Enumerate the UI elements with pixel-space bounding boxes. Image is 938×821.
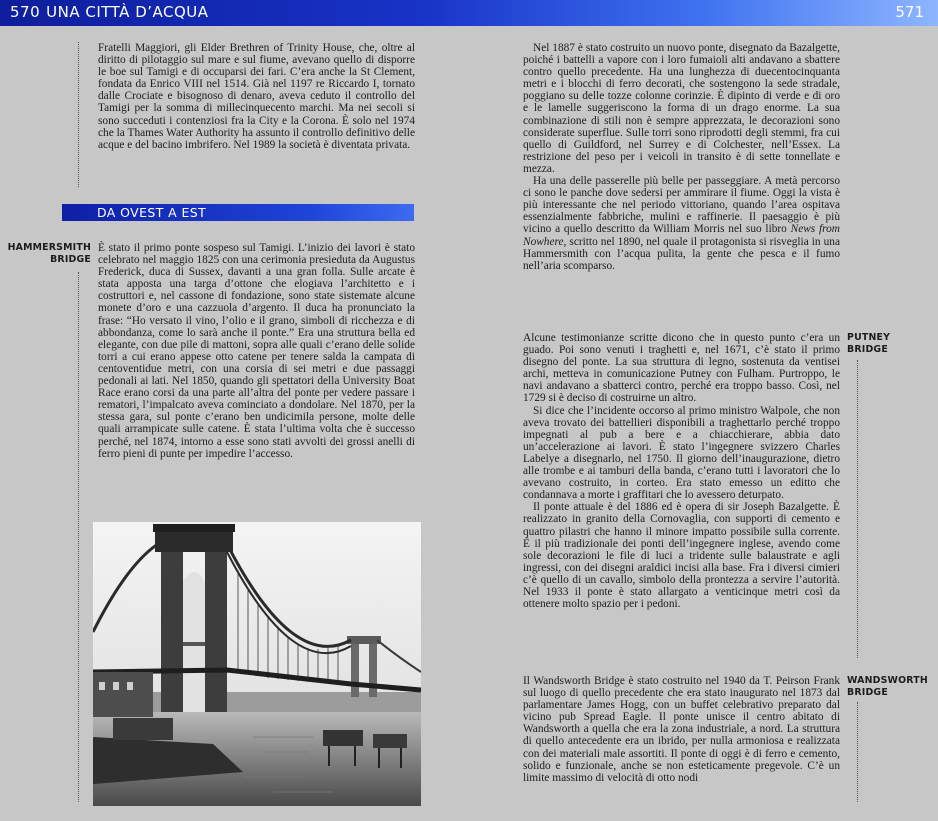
section-heading-bar xyxy=(62,204,414,221)
putney-paragraph-1: Alcune testimonianze scritte dicono che in questo punto c’era un guado. Poi sono venuti i traghetti e, nel 1671, c’è stato il primo disegno del ponte. La sua struttura di legno, sostenuta da ventisei archi, metteva in comunicazione Putney con Fulham. Purtroppo, le navi andavano a sbatterci contro, perché era troppo basso. Così, nel 1729 si è deciso di costruirne un altro. xyxy=(523,332,840,405)
putney-paragraph-3: Il ponte attuale è del 1886 ed è opera di sir Joseph Bazalgette. È realizzato in granito della Cornovaglia, con supporti di cemento e quattro pilastri che hanno il minore impatto possibile sulla corrente. È il più tradizionale dei ponti dell’ingegnere inglese, avendo come sole decorazioni le file di luci a tridente sulle balaustrate e agli ingressi, con dei disegni araldici incisi alla base. Fra i diversi cimieri c’è quello di un cavallo, simbolo della prontezza a servire l’autorità. Nel 1933 il ponte è stato allargato a venticinque metri così da ottenere molto spazio per i pedoni. xyxy=(523,501,840,611)
putney-label-line1: PUTNEY xyxy=(847,332,891,343)
putney-text xyxy=(523,332,840,610)
intro-paragraph: Fratelli Maggiori, gli Elder Brethren of Trinity House, che, oltre al diritto di pilotaggio sul mare e sul fiume, avevano quello di disporre le boe sul Tamigi e di occuparsi dei fari. C’era anche la St Clement, fondata da Enrico VIII nel 1514. Già nel 1197 re Riccardo I, tornato dalle Crociate e bisognoso di denaro, aveva ceduto il controllo del Tamigi per la somma di millecinquecento marchi. Ma nei secoli si sono succeduti i contenziosi fra la City e la Corona. È solo nel 1974 che la Thames Water Authority ha assunto il controllo definitivo delle acque e del bacino imbrifero. Nel 1989 la società è diventata privata. xyxy=(98,42,415,151)
walkway-text-a: Ha una delle passerelle più belle per passeggiare. A metà percorso ci sono le panche dove sedersi per ammirare il fiume. Oggi la vista è più interessante che nel periodo vittoriano, quando l’area ospitava essenzialmente fabbriche, mulini e raffinerie. Il paesaggio è più vicino a quello descritto da William Morris nel suo libro xyxy=(523,175,840,236)
left-page-number: 570 xyxy=(10,3,41,21)
right-margin-rule-wandsworth xyxy=(857,702,858,802)
putney-paragraph-2: Si dice che l’incidente occorso al primo ministro Walpole, che non aveva trovato dei battellieri disponibili a traghettarlo perché troppo impegnati al pub a bere e a chiacchierare, abbia dato un’accelerazione ai lavori. È stato l’ingegnere svizzero Charles Labelye a disegnarlo, nel 1750. Il giorno dell’inaugurazione, dietro alle trombe e ai tamburi della banda, c’erano tutti i lavoratori che lo avevano costruito, in corteo. Era stato emesso un editto che condannava a morte i graffitari che lo avessero deturpato. xyxy=(523,404,840,502)
hammersmith-paragraph: È stato il primo ponte sospeso sul Tamigi. L’inizio dei lavori è stato celebrato nel maggio 1825 con una cerimonia presieduta da Augustus Frederick, duca di Sussex, davanti a una gran folla. Sulle arcate è stata apposta una targa d’ottone che elogiava l’architetto e i costruttori e, nel cassone di fondazione, sono state sistemate alcune monete d’oro e una cazzuola d’argento. Il duca ha pronunciato la frase: “Ho versato il vino, l’olio e il grano, simboli di ricchezza e di abbondanza, come lo sarà anche il ponte.” Era una struttura bella ed elegante, con due pile di mattoni, sopra alle quali c’erano delle solide torri a cui erano appese otto catene per tenere salda la campata di centoventidue metri, con una corsia di sei metri e due passaggi pedonali ai lati. Nel 1850, quando gli spettatori della University Boat Race erano corsi da una parte all’altra del ponte per vedere passare i rematori, l’impalcato aveva cominciato a dondolare. Nel 1870, per la stessa gara, sul ponte c’erano ben undicimila persone, molte delle quali arrampicate sulle catene. È stata l’ultima volta che è successo perché, nel 1874, intorno a esse sono stati avvolti dei grossi anelli di ferro pieni di punte per impedire l’accesso. xyxy=(98,242,415,460)
wandsworth-bridge-label xyxy=(847,675,928,699)
bridge-engraving-image xyxy=(93,522,421,806)
section-heading: DA OVEST A EST xyxy=(97,205,207,220)
new-bridge-paragraph: Nel 1887 è stato costruito un nuovo ponte, disegnato da Bazalgette, poiché i battelli a vapore con i loro fumaioli alti andavano a sbattere contro quello precedente. Ha una lunghezza di duecentocinquanta metri e i blocchi di ferro decorati, che sostengono la sede stradale, poggiano su delle tozze colonne corinzie. È dipinto di verde e di oro e le lamelle suggeriscono la forma di un drago enorme. La sua combinazione di stili non è sempre apprezzata, le decorazioni sono considerate superflue. Sulle torri sono riprodotti degli stemmi, fra cui quello di Guildford, nel Surrey e di Colchester, nell’Essex. La restrizione del peso per i veicoli in transito è di sette tonnellate e mezza. xyxy=(523,42,840,175)
walkway-paragraph xyxy=(523,175,840,272)
wandsworth-label-line2: BRIDGE xyxy=(847,687,888,698)
hammersmith-label-line2: BRIDGE xyxy=(50,254,91,265)
right-margin-rule-putney xyxy=(857,360,858,658)
left-running-head xyxy=(10,3,209,21)
running-header xyxy=(0,0,938,26)
hammersmith-text xyxy=(98,242,415,460)
chapter-title: UNA CITTÀ D’ACQUA xyxy=(46,3,209,21)
hammersmith-bridge-engraving xyxy=(93,522,421,806)
wandsworth-paragraph: Il Wandsworth Bridge è stato costruito nel 1940 da T. Peirson Frank sul luogo di quello precedente che era stato inaugurato nel 1873 dal parlamentare James Hogg, con un buffet celebrativo preparato dal vicino pub Spread Eagle. Il ponte unisce il centro abitato di Wandsworth a quella che era la zona industriale, a nord. La struttura di quello antecedente era un ibrido, per nulla armoniosa e realizzata con dei materiali male assortiti. Il ponte di oggi è di ferro e cemento, solido e funzionale, anche se non esteticamente pregevole. C’è un limite massimo di velocità di otto nodi xyxy=(523,675,840,784)
left-margin-rule-top xyxy=(78,42,79,187)
right-page-number: 571 xyxy=(895,3,924,21)
right-column-top-text xyxy=(523,42,840,272)
wandsworth-text xyxy=(523,675,840,784)
walkway-text-b: , scritto nel 1890, nel quale il protagonista si risveglia in una Hammersmith con l’acqua pulita, la gente che pesca e il fumo nell’aria scomparso. xyxy=(523,235,840,272)
hammersmith-label-line1: HAMMERSMITH xyxy=(7,242,91,253)
putney-bridge-label xyxy=(847,332,890,356)
wandsworth-label-line1: WANDSWORTH xyxy=(847,675,928,686)
left-margin-rule-bottom xyxy=(78,272,79,802)
left-intro-text xyxy=(98,42,415,151)
putney-label-line2: BRIDGE xyxy=(847,344,888,355)
hammersmith-bridge-label xyxy=(6,242,91,266)
book-title: News from Nowhere xyxy=(523,223,840,248)
